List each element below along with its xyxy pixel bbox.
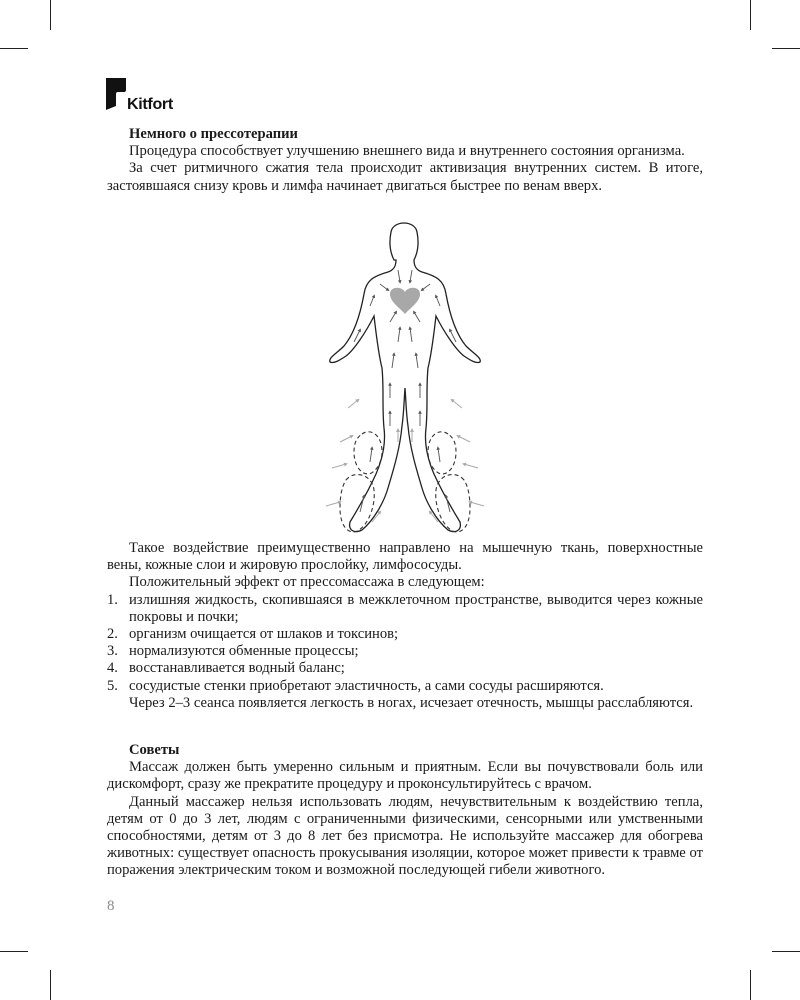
- crop-mark-bottom-left-h: [0, 951, 28, 952]
- left-cuff-upper: [354, 432, 382, 474]
- effects-list: [107, 592, 703, 695]
- right-cuff-upper: [428, 432, 456, 474]
- list-item-text: восстанавливается водный баланс;: [129, 660, 345, 677]
- list-item: [107, 626, 703, 643]
- list-item-text: излишняя жидкость, скопившаяся в межклеточном пространстве, выводится через кожные покровы и почки;: [129, 591, 703, 625]
- kitfort-logo-icon: [106, 78, 128, 110]
- tips-paragraph-2: Данный массажер нельзя использовать людям, нечувствительным к воздействию тепла, детям от 0 до 3 лет, людям с ограниченными физическими, сенсорными или умственными способностями, детям от 3 до 8 лет без присмотра. Не используйте массажер для обогрева животных: существует опасность прокусывания изоляции, которое может привести к травме от поражения электрическим током и возможной последующей гибели животного.: [107, 793, 703, 879]
- intro-heading: Немного о прессотерапии: [129, 126, 298, 142]
- list-item-text: сосудистые стенки приобретают эластичность, а сами сосуды расширяются.: [129, 677, 604, 694]
- flow-arrows-external: [326, 400, 484, 522]
- list-item-number: 2.: [107, 626, 118, 643]
- crop-mark-bottom-right-h: [772, 951, 800, 952]
- tips-section: [107, 742, 703, 880]
- crop-mark-top-right-h: [772, 48, 800, 49]
- list-item: [107, 643, 703, 660]
- list-item: [107, 592, 703, 626]
- effects-section: [107, 540, 703, 712]
- list-item: [107, 660, 703, 677]
- brand-name: Kitfort: [127, 96, 173, 113]
- list-item-number: 5.: [107, 677, 118, 694]
- intro-paragraph-2: За счет ритмичного сжатия тела происходит активизация внутренних систем. В итоге, застоявшаяся снизу кровь и лимфа начинает двигаться быстрее по венам вверх.: [107, 160, 703, 194]
- tips-paragraph-1: Массаж должен быть умеренно сильным и приятным. Если вы почувствовали боль или дискомфорт, сразу же прекратите процедуру и проконсультируйтесь с врачом.: [107, 759, 703, 793]
- effects-paragraph-2: Положительный эффект от прессомассажа в следующем:: [129, 574, 485, 591]
- tips-heading: Советы: [129, 742, 180, 758]
- body-outline: [330, 223, 481, 532]
- crop-mark-bottom-left-v: [50, 970, 51, 1000]
- effects-closing: Через 2–3 сеанса появляется легкость в ногах, исчезает отечность, мышцы расслабляются.: [129, 694, 694, 711]
- crop-mark-top-left-h: [0, 48, 28, 49]
- crop-mark-bottom-right-v: [750, 970, 751, 1000]
- intro-paragraph-1: Процедура способствует улучшению внешнего вида и внутреннего состояния организма.: [129, 143, 685, 160]
- crop-mark-top-right-v: [750, 0, 751, 30]
- list-item-number: 3.: [107, 643, 118, 660]
- body-circulation-diagram: [310, 212, 500, 542]
- page-number: 8: [107, 898, 115, 914]
- crop-mark-top-left-v: [50, 0, 51, 30]
- intro-section: [107, 126, 703, 195]
- heart-shape: [390, 288, 420, 314]
- list-item: [107, 678, 703, 695]
- list-item-number: 4.: [107, 660, 118, 677]
- effects-paragraph-1: Такое воздействие преимущественно направлено на мышечную ткань, поверхностные вены, кожные слои и жировую прослойку, лимфососуды.: [107, 540, 703, 574]
- list-item-number: 1.: [107, 591, 118, 608]
- list-item-text: организм очищается от шлаков и токсинов;: [129, 626, 399, 643]
- list-item-text: нормализуются обменные процессы;: [129, 643, 359, 660]
